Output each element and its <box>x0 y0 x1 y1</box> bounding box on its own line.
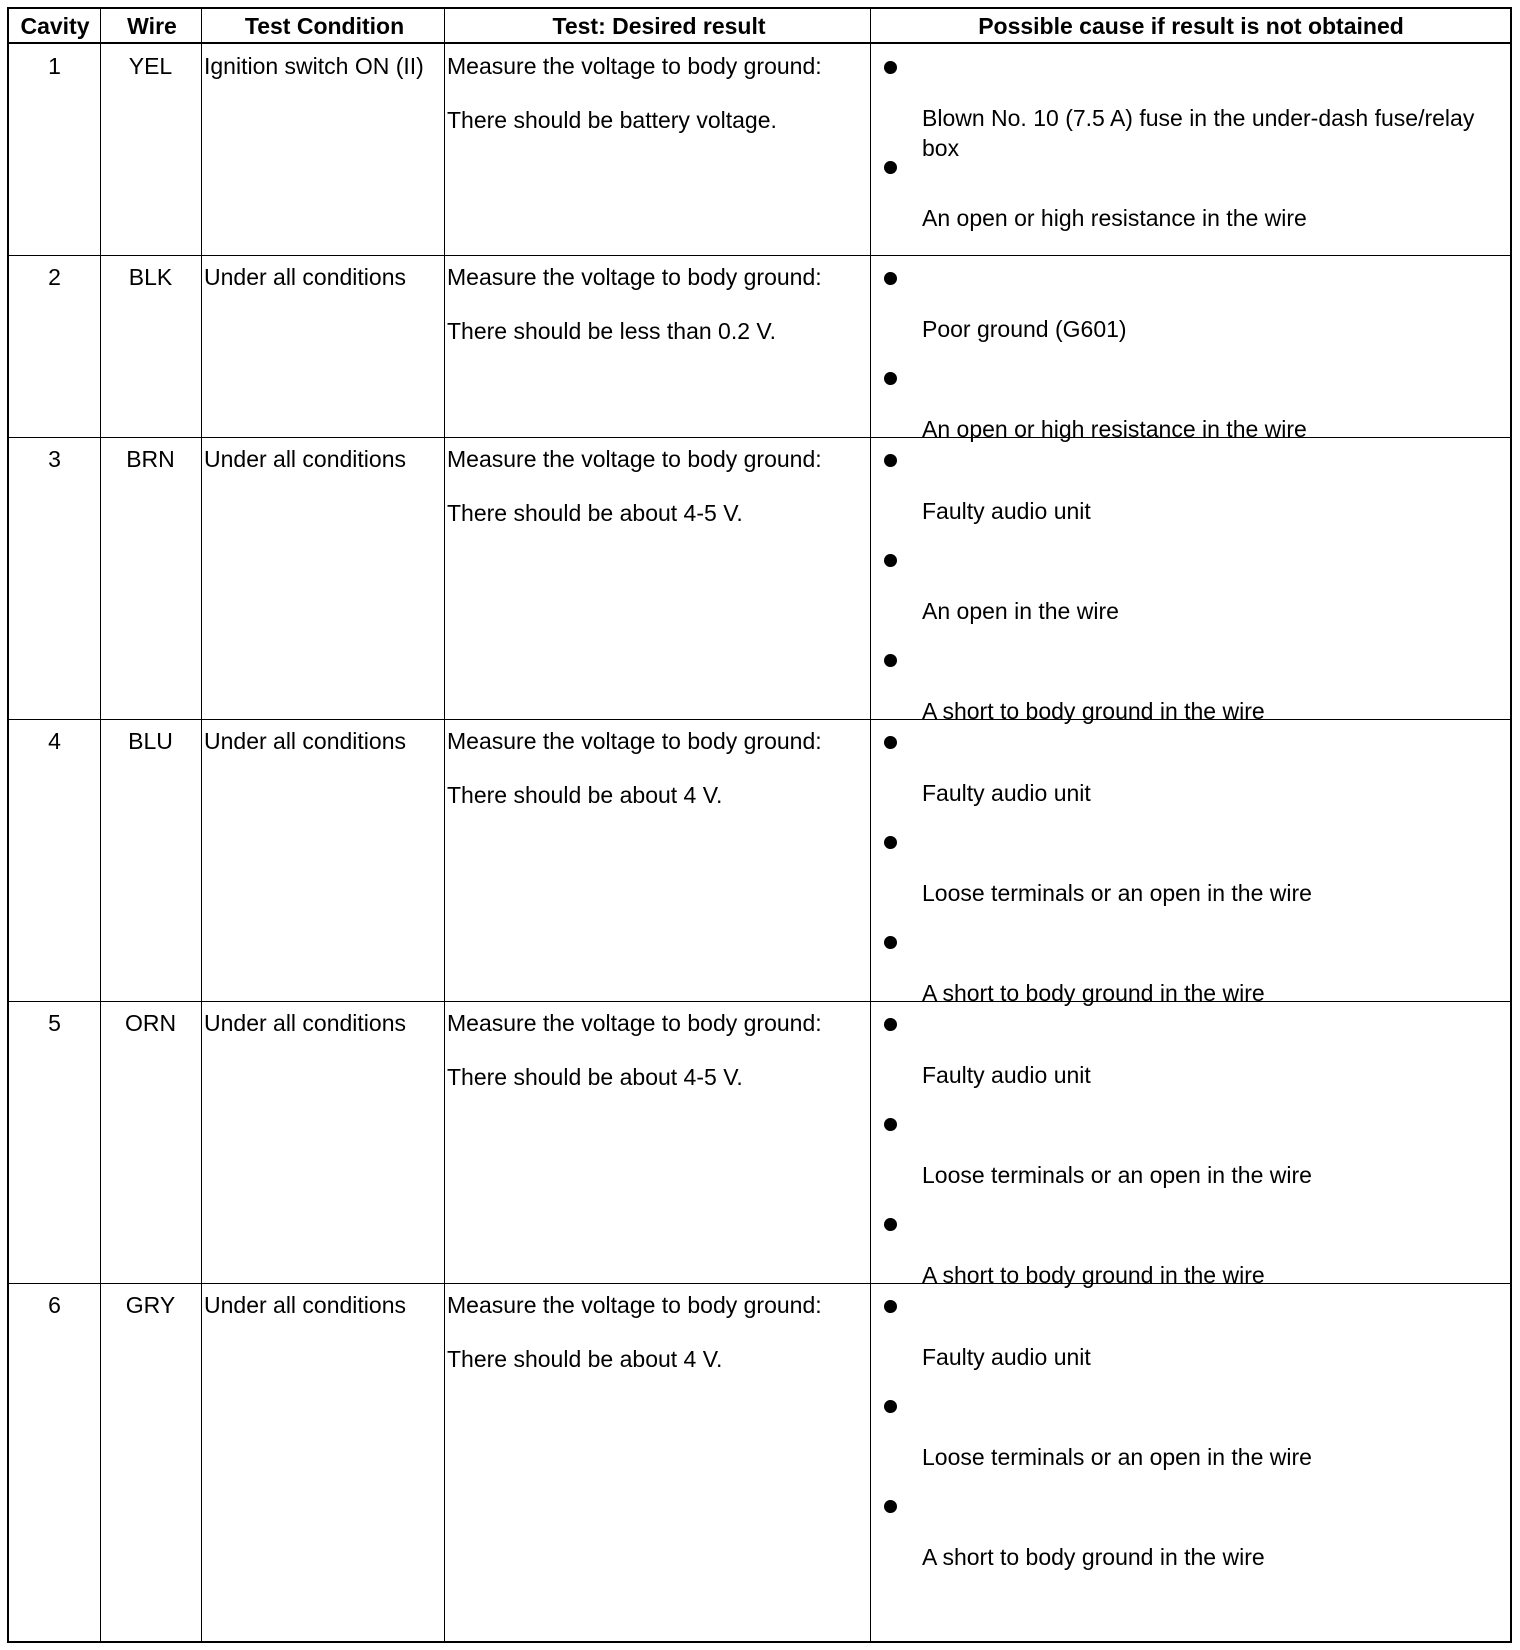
header-possible-cause: Possible cause if result is not obtained <box>978 13 1404 39</box>
bullet-icon <box>884 654 897 667</box>
bullet-icon <box>884 936 897 949</box>
result-expected: There should be battery voltage. <box>447 107 777 133</box>
result-instruction: Measure the voltage to body ground: <box>447 1292 822 1318</box>
bullet-icon <box>884 1218 897 1231</box>
cause-item: A short to body ground in the wire <box>922 980 1265 1006</box>
result-instruction: Measure the voltage to body ground: <box>447 264 822 290</box>
header-test-condition: Test Condition <box>244 13 405 39</box>
cause-item: Faulty audio unit <box>922 780 1091 806</box>
result-instruction: Measure the voltage to body ground: <box>447 446 822 472</box>
test-table <box>7 7 1512 1643</box>
wire-cell <box>100 1001 201 1283</box>
cause-item: An open or high resistance in the wire <box>922 205 1307 231</box>
row-divider <box>9 255 1510 256</box>
wire-cell <box>100 44 201 255</box>
bullet-icon <box>884 161 897 174</box>
bullet-icon <box>884 1118 897 1131</box>
possible-cause-cell <box>870 719 1510 1006</box>
bullet-icon <box>884 272 897 285</box>
result-instruction: Measure the voltage to body ground: <box>447 53 822 79</box>
table-row <box>9 1283 1510 1643</box>
result-expected: There should be about 4 V. <box>447 782 723 808</box>
bullet-icon <box>884 1018 897 1031</box>
cavity-cell <box>9 44 100 255</box>
result-instruction: Measure the voltage to body ground: <box>447 1010 822 1036</box>
row-divider <box>9 437 1510 438</box>
test-condition-text: Under all conditions <box>204 264 407 290</box>
test-condition-cell <box>201 1001 444 1283</box>
cause-item: Faulty audio unit <box>922 1062 1091 1088</box>
row-divider <box>9 719 1510 720</box>
cause-item: Faulty audio unit <box>922 1344 1091 1370</box>
desired-result-cell <box>444 1283 870 1643</box>
cavity-number: 1 <box>48 53 61 79</box>
header-divider <box>9 42 1510 44</box>
result-expected: There should be about 4-5 V. <box>447 500 743 526</box>
cause-item: Blown No. 10 (7.5 A) fuse in the under-dash fuse/relay box <box>922 105 1475 161</box>
bullet-icon <box>884 736 897 749</box>
bullet-icon <box>884 1300 897 1313</box>
possible-cause-cell <box>870 1283 1510 1643</box>
result-expected: There should be about 4 V. <box>447 1346 723 1372</box>
wire-color: BLU <box>128 728 173 754</box>
column-divider <box>201 9 202 1641</box>
cavity-cell <box>9 719 100 1001</box>
possible-cause-cell <box>870 44 1510 255</box>
wire-cell <box>100 719 201 1001</box>
cause-item: An open in the wire <box>922 598 1119 624</box>
cause-item: Loose terminals or an open in the wire <box>922 880 1312 906</box>
row-divider <box>9 1001 1510 1002</box>
possible-cause-cell <box>870 437 1510 724</box>
table-row <box>9 44 1510 255</box>
wire-color: BRN <box>126 446 175 472</box>
desired-result-cell <box>444 44 870 255</box>
table-row <box>9 437 1510 724</box>
bullet-icon <box>884 454 897 467</box>
wire-color: BLK <box>128 264 173 290</box>
header-cavity: Cavity <box>20 13 90 39</box>
column-divider <box>444 9 445 1641</box>
wire-cell <box>100 1283 201 1643</box>
column-divider <box>870 9 871 1641</box>
test-condition-text: Under all conditions <box>204 446 407 472</box>
test-condition-text: Under all conditions <box>204 1292 407 1318</box>
cavity-cell <box>9 437 100 719</box>
test-condition-cell <box>201 255 444 437</box>
cavity-cell <box>9 1283 100 1643</box>
bullet-icon <box>884 554 897 567</box>
result-instruction: Measure the voltage to body ground: <box>447 728 822 754</box>
cavity-number: 6 <box>48 1292 61 1318</box>
cause-item: Poor ground (G601) <box>922 316 1127 342</box>
header-desired-result: Test: Desired result <box>552 13 766 39</box>
cavity-number: 5 <box>48 1010 61 1036</box>
cause-item: A short to body ground in the wire <box>922 1544 1265 1570</box>
bullet-icon <box>884 372 897 385</box>
bullet-icon <box>884 836 897 849</box>
possible-cause-cell <box>870 1001 1510 1288</box>
desired-result-cell <box>444 255 870 437</box>
cause-item: An open or high resistance in the wire <box>922 416 1307 442</box>
table-row <box>9 719 1510 1006</box>
result-expected: There should be less than 0.2 V. <box>447 318 777 344</box>
cavity-number: 4 <box>48 728 61 754</box>
wire-color: YEL <box>128 53 173 79</box>
bullet-icon <box>884 1400 897 1413</box>
test-condition-text: Under all conditions <box>204 728 407 754</box>
table-row <box>9 1001 1510 1288</box>
bullet-icon <box>884 1500 897 1513</box>
cavity-cell <box>9 255 100 437</box>
desired-result-cell <box>444 437 870 719</box>
result-expected: There should be about 4-5 V. <box>447 1064 743 1090</box>
desired-result-cell <box>444 719 870 1001</box>
cavity-cell <box>9 1001 100 1283</box>
cavity-number: 2 <box>48 264 61 290</box>
test-condition-cell <box>201 44 444 255</box>
cause-item: A short to body ground in the wire <box>922 698 1265 724</box>
test-condition-text: Ignition switch ON (II) <box>204 53 424 79</box>
wire-cell <box>100 437 201 719</box>
bullet-icon <box>884 61 897 74</box>
cause-item: Faulty audio unit <box>922 498 1091 524</box>
possible-cause-cell <box>870 255 1510 442</box>
test-condition-text: Under all conditions <box>204 1010 407 1036</box>
wire-color: ORN <box>124 1010 177 1036</box>
cause-item: Loose terminals or an open in the wire <box>922 1444 1312 1470</box>
test-condition-cell <box>201 719 444 1001</box>
table-row <box>9 255 1510 442</box>
column-divider <box>100 9 101 1641</box>
cavity-number: 3 <box>48 446 61 472</box>
cause-item: A short to body ground in the wire <box>922 1262 1265 1288</box>
header-wire: Wire <box>127 13 177 39</box>
wire-cell <box>100 255 201 437</box>
test-condition-cell <box>201 437 444 719</box>
row-divider <box>9 1283 1510 1284</box>
test-condition-cell <box>201 1283 444 1643</box>
wire-color: GRY <box>125 1292 176 1318</box>
desired-result-cell <box>444 1001 870 1283</box>
cause-item: Loose terminals or an open in the wire <box>922 1162 1312 1188</box>
